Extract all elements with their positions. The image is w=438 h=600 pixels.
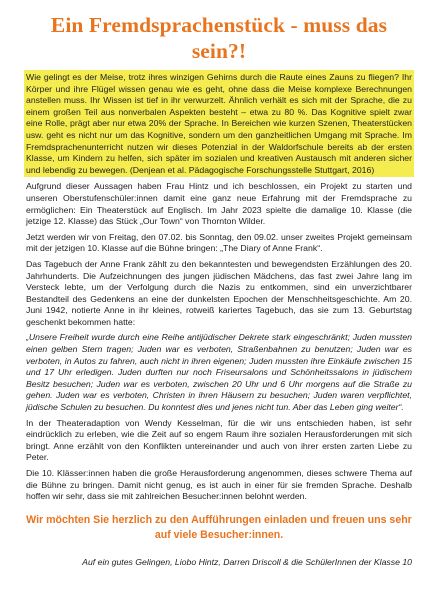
project-paragraph: Aufgrund dieser Aussagen haben Frau Hintz und ich beschlossen, ein Projekt zu starten und unseren Oberstufenschüler:innen damit eine ganz neue Erfahrung mit der Fremdsprache zu ermöglichen: Ein Theaterstück auf Englisch. Im Jahr 2023 spielte die damalige 10. Klasse (die jetzige 12. Klasse) das Stück „Our Town“ von Thornton Wilder. xyxy=(26,181,412,227)
class-paragraph: Die 10. Klässer:innen haben die große Herausforderung angenommen, dieses schwere Thema auf die Bühne zu bringen. Damit nicht genug, es ist auch in einer für sie fremden Sprache. Deshalb hoffen wir sehr, dass sie mit zahlreichen Besucher:innen belohnt werden. xyxy=(26,468,412,502)
intro-paragraph-highlighted: Wie gelingt es der Meise, trotz ihres winzigen Gehirns durch die Raute eines Zauns zu fliegen? Ihr Körper und ihre Flügel wissen genau wie es geht, ohne dass die Meise komplexe Berechnungen anstellen muss. Ihr Wissen ist tief in ihr verwurzelt. Ähnlich verhält es sich mit der Sprache, die zu einem großen Teil aus nonverbalen Aspekten besteht – etwa zu 80 %. Das Kognitive spielt zwar eine Rolle, prägt aber nur etwa 20% der Sprache. In Bereichen wie kurzen Szenen, Theaterstücken usw. geht es nicht nur um das Kognitive, sondern um den ganzheitlichen Umgang mit Sprache. Im Fremdsprachenunterricht nutzen wir dieses Potenzial in der Waldorfschule bereits ab der ersten Klasse, um Kindern zu helfen, sich später im sozialen und kreativen Austausch mit anderen sicher und lebendig zu bewegen. (Denjean et al. Pädagogische Forschungsstelle Stuttgart, 2016) xyxy=(24,70,414,177)
invitation-text: Wir möchten Sie herzlich zu den Aufführungen einladen und freuen uns sehr auf viele Besucher:innen. xyxy=(26,513,412,541)
diary-quote: „Unsere Freiheit wurde durch eine Reihe antijüdischer Dekrete stark eingeschränkt; Juden mussten einen gelben Stern tragen; Juden war es verboten, Straßenbahnen zu benutzen; Juden war es verboten, in Autos zu fahren, auch nicht in ihren eigenen; Juden mussten ihre Einkäufe zwischen 15 und 17 Uhr erledigen. Juden durften nur noch Friseursalons und Schönheitssalons in jüdischem Besitz besuchen; Juden war es verboten, zwischen 20 Uhr und 6 Uhr morgens auf die Straße zu gehen. Juden war es verboten, Christen in ihren Häusern zu besuchen; Juden waren verpflichtet, jüdische Schulen zu besuchen. Du konntest dies und jenes nicht tun. Aber das Leben ging weiter“. xyxy=(26,332,412,413)
document-title: Ein Fremdsprachenstück - muss das sein?! xyxy=(50,13,388,63)
signature-line: Auf ein gutes Gelingen, Liobo Hintz, Darren Driscoll & die SchülerInnen der Klasse 10 xyxy=(82,556,412,567)
adaptation-paragraph: In der Theateradaption von Wendy Kesselman, für die wir uns entschieden haben, ist sehr eindrücklich zu erleben, wie die Zeit auf so engem Raum ihre sozialen Herausforderungen mit sich bringt. Anne erzählt von den Konflikten untereinander und auch von ihrer ersten zarten Liebe zu Peter. xyxy=(26,417,412,463)
anne-frank-paragraph: Das Tagebuch der Anne Frank zählt zu den bekanntesten und bewegendsten Erzählungen des 20. Jahrhunderts. Die Aufzeichnungen des jungen jüdischen Mädchens, das fast zwei Jahre lang im Versteck lebte, um der Verfolgung durch die Nazis zu entkommen, sind ein unverzichtbarer Bestandteil des Gedenkens an eine der dunkelsten Epochen der Menschheitsgeschichte. Am 20. Juni 1942, notierte Anne in ihr kleines, rotweiß kariertes Tagebuch, das sie zum 13. Geburtstag geschenkt bekommen hatte: xyxy=(26,258,412,327)
dates-paragraph: Jetzt werden wir von Freitag, den 07.02. bis Sonntag, den 09.02. unser zweites Projekt gemeinsam mit der jetzigen 10. Klasse auf die Bühne bringen: „The Diary of Anne Frank“. xyxy=(26,231,412,254)
document-page xyxy=(26,12,412,568)
